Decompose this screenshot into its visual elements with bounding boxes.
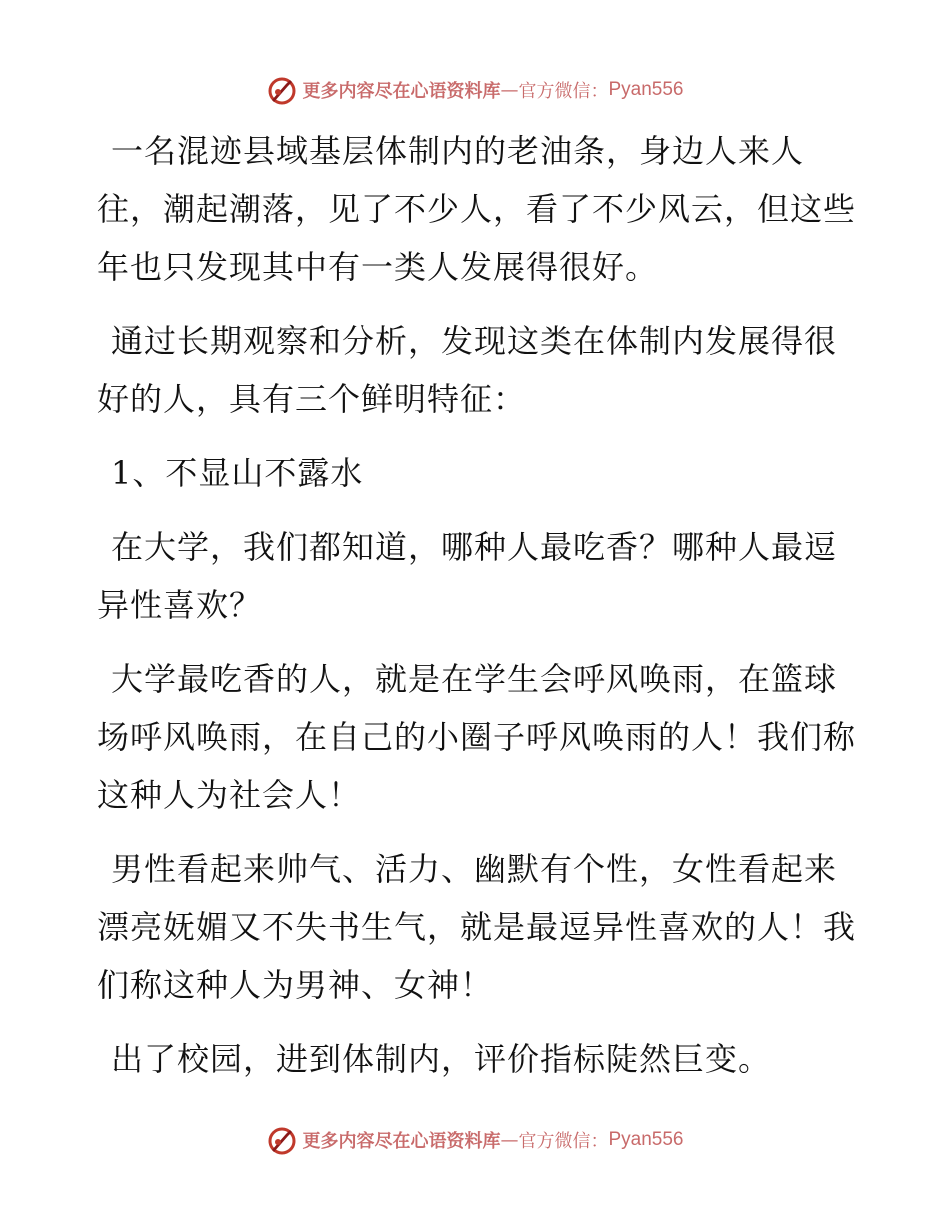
header-watermark	[0, 70, 950, 110]
document-body	[97, 122, 857, 1104]
banner-wechat-id: Pyan556	[608, 79, 684, 100]
section-heading-1: 1、不显山不露水	[111, 454, 364, 492]
banner-separator: —	[500, 1129, 519, 1151]
paragraph-4: 大学最吃香的人，就是在学生会呼风唤雨，在篮球场呼风唤雨，在自己的小圈子呼风唤雨的人！我们称这种人为社会人！	[97, 660, 857, 814]
paragraph-3: 在大学，我们都知道，哪种人最吃香？哪种人最逗异性喜欢？	[97, 528, 838, 624]
red-brush-logo-icon	[266, 1124, 298, 1156]
footer-watermark	[0, 1120, 950, 1160]
red-brush-logo-icon	[266, 74, 298, 106]
banner-wechat-label: 官方微信：	[518, 1131, 609, 1152]
paragraph-2: 通过长期观察和分析，发现这类在体制内发展得很好的人，具有三个鲜明特征：	[97, 322, 838, 418]
paragraph-1: 一名混迹县域基层体制内的老油条，身边人来人往，潮起潮落，见了不少人，看了不少风云，但这些年也只发现其中有一类人发展得很好。	[97, 132, 857, 286]
paragraph-5: 男性看起来帅气、活力、幽默有个性，女性看起来漂亮妩媚又不失书生气，就是最逗异性喜欢的人！我们称这种人为男神、女神！	[97, 850, 857, 1004]
banner-main-text: 更多内容尽在心语资料库	[302, 1131, 501, 1152]
paragraph-6: 出了校园，进到体制内，评价指标陡然巨变。	[111, 1040, 772, 1078]
banner-separator: —	[500, 79, 519, 101]
banner-wechat-id: Pyan556	[608, 1129, 684, 1150]
banner-main-text: 更多内容尽在心语资料库	[302, 81, 501, 102]
banner-wechat-label: 官方微信：	[518, 81, 609, 102]
